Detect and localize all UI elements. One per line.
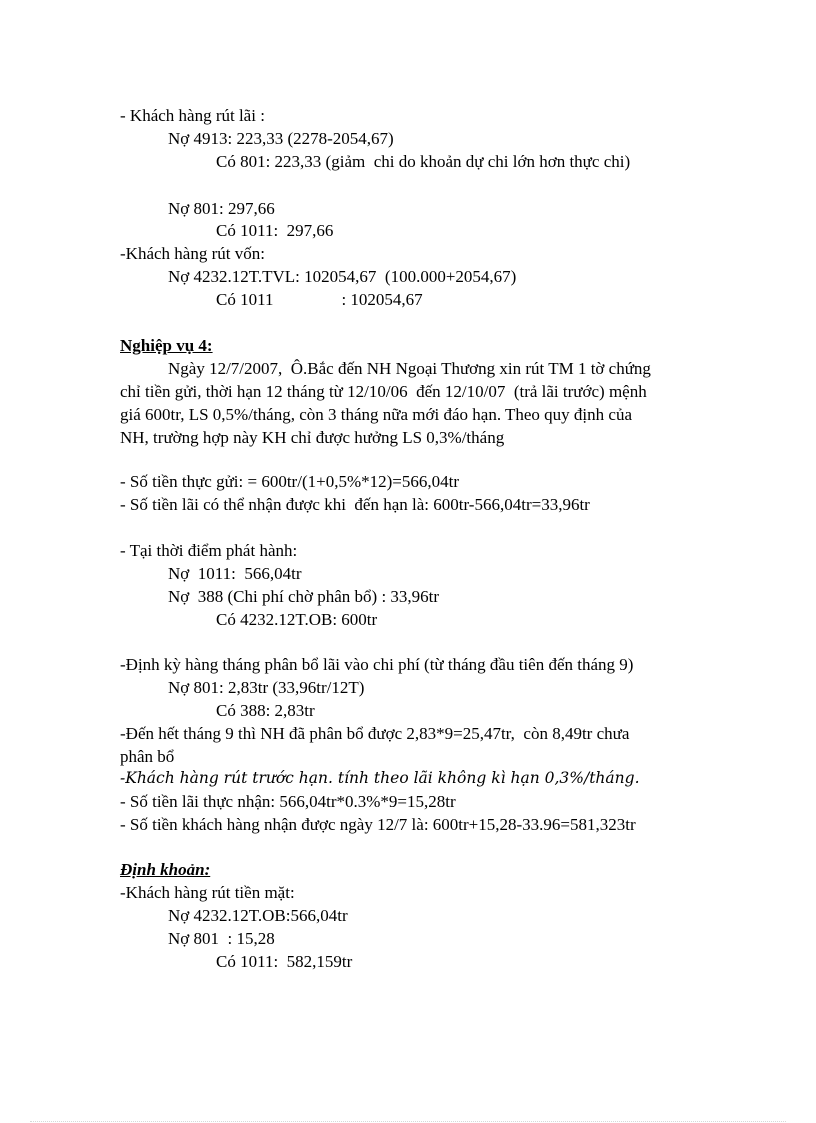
text-line: Có 1011: 582,159tr [216,952,353,971]
text-line: phân bổ [120,747,175,766]
text-line: -Định kỳ hàng tháng phân bổ lãi vào chi phí (từ tháng đầu tiên đến tháng 9) [120,655,634,674]
text-line: - Số tiền khách hàng nhận được ngày 12/7 là: 600tr+15,28-33.96=581,323tr [120,815,636,834]
text-line: Có 1011: 297,66 [216,221,334,240]
text-line: - Tại thời điểm phát hành: [120,541,298,560]
text-line: Nợ 801: 2,83tr (33,96tr/12T) [168,678,365,697]
text-line: Nợ 801 : 15,28 [168,929,275,948]
text-line: Có 4232.12T.OB: 600tr [216,610,378,629]
text-line: - Khách hàng rút lãi : [120,106,265,125]
section-heading: Định khoản: [120,860,211,879]
text-line: Có 388: 2,83tr [216,701,315,720]
text-line: - Số tiền lãi có thể nhận được khi đến hạn là: 600tr-566,04tr=33,96tr [120,495,590,514]
text-line: - Số tiền thực gửi: = 600tr/(1+0,5%*12)=566,04tr [120,472,459,491]
section-heading: Nghiệp vụ 4: [120,336,213,355]
text-line: Ngày 12/7/2007, Ô.Bắc đến NH Ngoại Thương xin rút TM 1 tờ chứng [168,359,651,378]
text-line: giá 600tr, LS 0,5%/tháng, còn 3 tháng nữa mới đáo hạn. Theo quy định của [120,405,633,424]
text-line: chỉ tiền gửi, thời hạn 12 tháng từ 12/10/06 đến 12/10/07 (trả lãi trước) mệnh [120,382,647,401]
text-line: NH, trường hợp này KH chỉ được hưởng LS 0,3%/tháng [120,428,505,447]
page-bottom-divider [30,1121,786,1122]
text-line: Nợ 801: 297,66 [168,199,275,218]
italic-note: -Khách hàng rút trước hạn. tính theo lãi không kì hạn 0,3%/tháng. [120,769,640,787]
text-line: Nợ 4232.12T.TVL: 102054,67 (100.000+2054,67) [168,267,517,286]
text-line: - Số tiền lãi thực nhận: 566,04tr*0.3%*9=15,28tr [120,792,456,811]
text-line: Có 1011 : 102054,67 [216,290,423,309]
text-line: Nợ 4913: 223,33 (2278-2054,67) [168,129,394,148]
text-line: Nợ 4232.12T.OB:566,04tr [168,906,348,925]
text-line: -Khách hàng rút vốn: [120,244,265,263]
text-line: Nợ 1011: 566,04tr [168,564,302,583]
text-line: -Đến hết tháng 9 thì NH đã phân bổ được 2,83*9=25,47tr, còn 8,49tr chưa [120,724,630,743]
text-line: Nợ 388 (Chi phí chờ phân bổ) : 33,96tr [168,587,440,606]
text-line: -Khách hàng rút tiền mặt: [120,883,295,902]
text-line: Có 801: 223,33 (giảm chi do khoản dự chi lớn hơn thực chi) [216,152,631,171]
